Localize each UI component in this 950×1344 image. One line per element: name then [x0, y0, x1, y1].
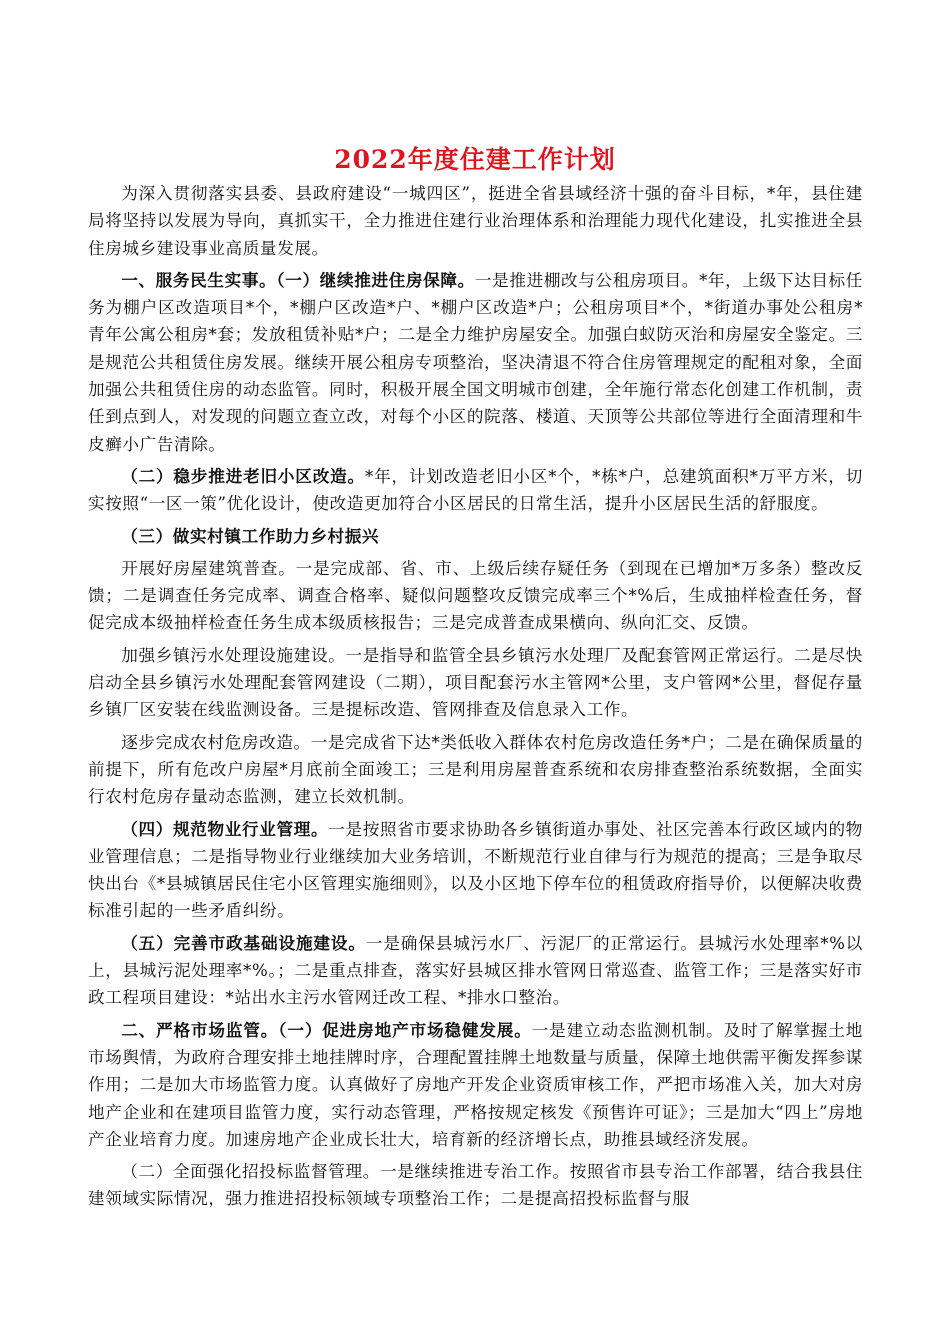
paragraph-lead: （五）完善市政基础设施建设。 [121, 932, 366, 953]
document-title: 2022年度住建工作计划 [334, 145, 616, 174]
paragraph-intro [88, 180, 863, 262]
paragraph-lead: 一、服务民生实事。（一）继续推进住房保障。 [121, 269, 475, 290]
paragraph-text: 一是确保县城污水厂、污泥厂的正常运行。县城污水处理率*%以上，县城污泥处理率*%。；二是重点排查，落实好县城区排水管网日常巡查、监管工作；三是落实好市政工程项目建设：*站出水主污水管网迁改工程、*排水口整治。 [88, 933, 863, 1008]
paragraph-text: 开展好房屋建筑普查。一是完成部、省、市、上级后续存疑任务（到现在已增加*万多条）整改反馈；二是调查任务完成率、调查合格率、疑似问题整攻反馈完成率三个*%后，生成抽样检查任务，督促完成本级抽样检查任务生成本级质核报告；三是完成普查成果横向、纵向汇交、反馈。 [88, 558, 863, 633]
paragraph-text: 一是建立动态监测机制。及时了解掌握土地市场舆情，为政府合理安排土地挂牌时序，合理配置挂牌土地数量与质量，保障土地供需平衡发挥参谋作用；二是加大市场监管力度。认真做好了房地产开发企业资质审核工作，严把市场准入关，加大对房地产企业和在建项目监管力度，实行动态管理，严格按规定核发《预售许可证》；三是加大“四上”房地产企业培育力度。加速房地产企业成长壮大，培育新的经济增长点，助推县域经济发展。 [88, 1020, 863, 1149]
paragraph-lead: （二）稳步推进老旧小区改造。 [121, 465, 365, 486]
paragraph-text: 一是推进棚改与公租房项目。*年，上级下达目标任务为棚户区改造项目*个，*棚户区改造*户、*棚户区改造*户；公租房项目*个，*街道办事处公租房*青年公寓公租房*套；发放租赁补贴*户；二是全力维护房屋安全。加强白蚁防灭治和房屋安全鉴定。三是规范公共租赁住房发展。继续开展公租房专项整治，坚决清退不符合住房管理规定的配租对象，全面加强公共租赁住房的动态监管。同时，积极开展全国文明城市创建，全年施行常态化创建工作机制，责任到点到人，对发现的问题立查立改，对每个小区的院落、楼道、天顶等公共部位等进行全面清理和牛皮癣小广告清除。 [88, 270, 863, 454]
paragraph-text: 加强乡镇污水处理设施建设。一是指导和监管全县乡镇污水处理厂及配套管网正常运行。二是尽快启动全县乡镇污水处理配套管网建设（二期），项目配套污水主管网*公里，支户管网*公里，督促存量乡镇厂区安装在线监测设备。三是提标改造、管网排查及信息录入工作。 [88, 645, 863, 720]
paragraph-text: 一是按照省市要求协助各乡镇街道办事处、社区完善本行政区域内的物业管理信息；二是指导物业行业继续加大业务培训，不断规范行业自律与行为规范的提高；三是争取尽快出台《*县城镇居民住宅小区管理实施细则》，以及小区地下停车位的租赁政府指导价，以便解决收费标准引起的一些矛盾纠纷。 [88, 819, 863, 921]
paragraph-housing-census [88, 555, 863, 637]
section-heading-1-3: （三）做实村镇工作助力乡村振兴 [121, 525, 380, 546]
paragraph-text: （二）全面强化招投标监督管理。一是继续推进专治工作。按照省市县专治工作部署，结合我县住建领域实际情况，强力推进招投标领域专项整治工作；二是提高招投标监督与服 [88, 1162, 863, 1209]
paragraph-text: *年，计划改造老旧小区*个，*栋*户，总建筑面积*万平方米，切实按照“一区一策”优化设计，使改造更加符合小区居民的日常生活，提升小区居民生活的舒服度。 [88, 466, 863, 514]
paragraph-section-2-1 [88, 1017, 863, 1153]
paragraph-text: 为深入贯彻落实县委、县政府建设“一城四区”，挺进全省县域经济十强的奋斗目标，*年，县住建局将坚持以发展为导向，真抓实干，全力推进住建行业治理体系和治理能力现代化建设，扎实推进全县住房城乡建设事业高质量发展。 [88, 184, 863, 258]
document-body [88, 180, 863, 1218]
paragraph-text: 逐步完成农村危房改造。一是完成省下达*类低收入群体农村危房改造任务*户；二是在确保质量的前提下，所有危改户房屋*月底前全面竣工；三是利用房屋普查系统和农房排查整治系统数据，全面实行农村危房存量动态监测，建立长效机制。 [88, 732, 863, 807]
paragraph-section-1-2 [88, 463, 863, 518]
paragraph-section-2-2 [88, 1158, 863, 1213]
paragraph-lead: 二、严格市场监管。（一）促进房地产市场稳健发展。 [121, 1019, 532, 1040]
paragraph-sewage [88, 642, 863, 724]
paragraph-section-1-1 [88, 267, 863, 458]
paragraph-rural-housing [88, 729, 863, 811]
paragraph-section-1-4 [88, 816, 863, 925]
paragraph-lead: （四）规范物业行业管理。 [121, 818, 329, 839]
paragraph-section-1-5 [88, 930, 863, 1012]
